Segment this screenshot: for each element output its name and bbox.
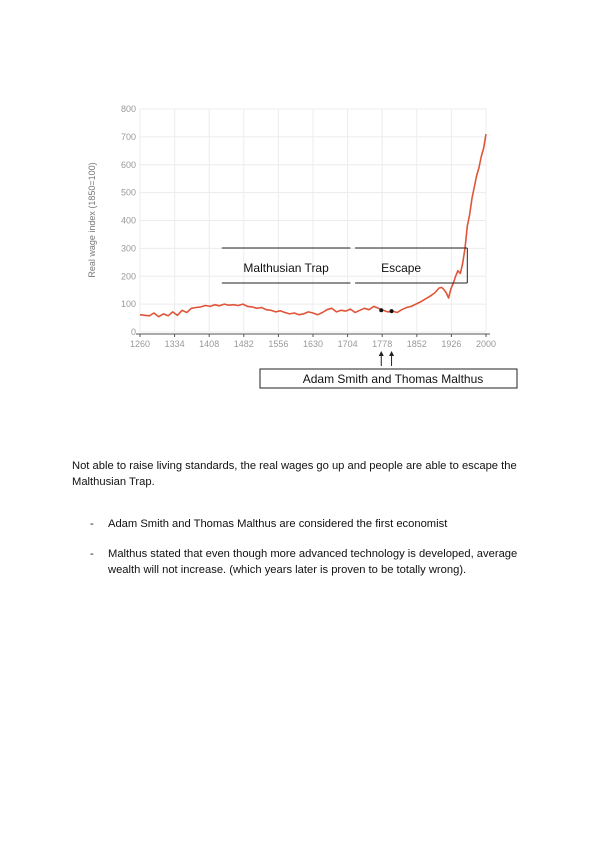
x-tick-label: 1778 [372, 339, 393, 349]
person-marker [379, 308, 383, 312]
x-tick-label: 1482 [233, 339, 254, 349]
y-tick-label: 300 [120, 243, 136, 254]
x-tick-label: 1260 [129, 339, 151, 349]
x-tick-label: 2000 [475, 339, 497, 349]
x-tick-label: 1926 [441, 339, 462, 349]
x-tick-label: 1852 [406, 339, 427, 349]
wage-chart [0, 0, 600, 400]
x-tick-label: 1334 [164, 339, 185, 349]
escape-box [355, 248, 467, 283]
y-axis-label: Real wage index (1850=100) [87, 162, 97, 278]
y-tick-label: 400 [120, 215, 136, 226]
y-tick-label: 800 [120, 104, 136, 114]
y-tick-label: 700 [120, 131, 136, 142]
annotation-label: Escape [381, 261, 422, 275]
bullet-text: Adam Smith and Thomas Malthus are considered the first economist [108, 518, 448, 530]
up-arrow-head [379, 351, 384, 356]
x-tick-label: 1556 [268, 339, 289, 349]
x-tick-label: 1408 [199, 339, 220, 349]
bullet-text: Malthus stated that even though more advanced technology is developed, average wealth will not increase. (which years later is proven to be totally wrong). [108, 548, 518, 576]
bullet-item [72, 546, 542, 578]
smith-malthus-label: Adam Smith and Thomas Malthus [302, 372, 484, 386]
bullet-list [72, 516, 542, 592]
smith-malthus-box [260, 369, 517, 388]
chart-annotations [222, 248, 517, 388]
chart-grid [140, 109, 486, 332]
annotation-label: Malthusian Trap [243, 261, 329, 275]
up-arrow-head [389, 351, 394, 356]
bullet-marker: - [90, 518, 94, 530]
body-paragraph: Not able to raise living standards, the real wages go up and people are able to escape the Malthusian Trap. [72, 460, 517, 488]
y-tick-label: 0 [130, 327, 136, 337]
bullet-marker: - [90, 548, 94, 560]
person-marker [390, 309, 394, 313]
y-tick-label: 100 [120, 299, 136, 310]
y-tick-label: 500 [120, 187, 136, 198]
x-tick-label: 1630 [302, 339, 324, 349]
y-tick-label: 200 [120, 271, 136, 282]
y-tick-label: 600 [120, 159, 136, 170]
bullet-item [72, 516, 542, 532]
x-tick-label: 1704 [337, 339, 358, 349]
malthusian-trap-box [222, 248, 351, 283]
